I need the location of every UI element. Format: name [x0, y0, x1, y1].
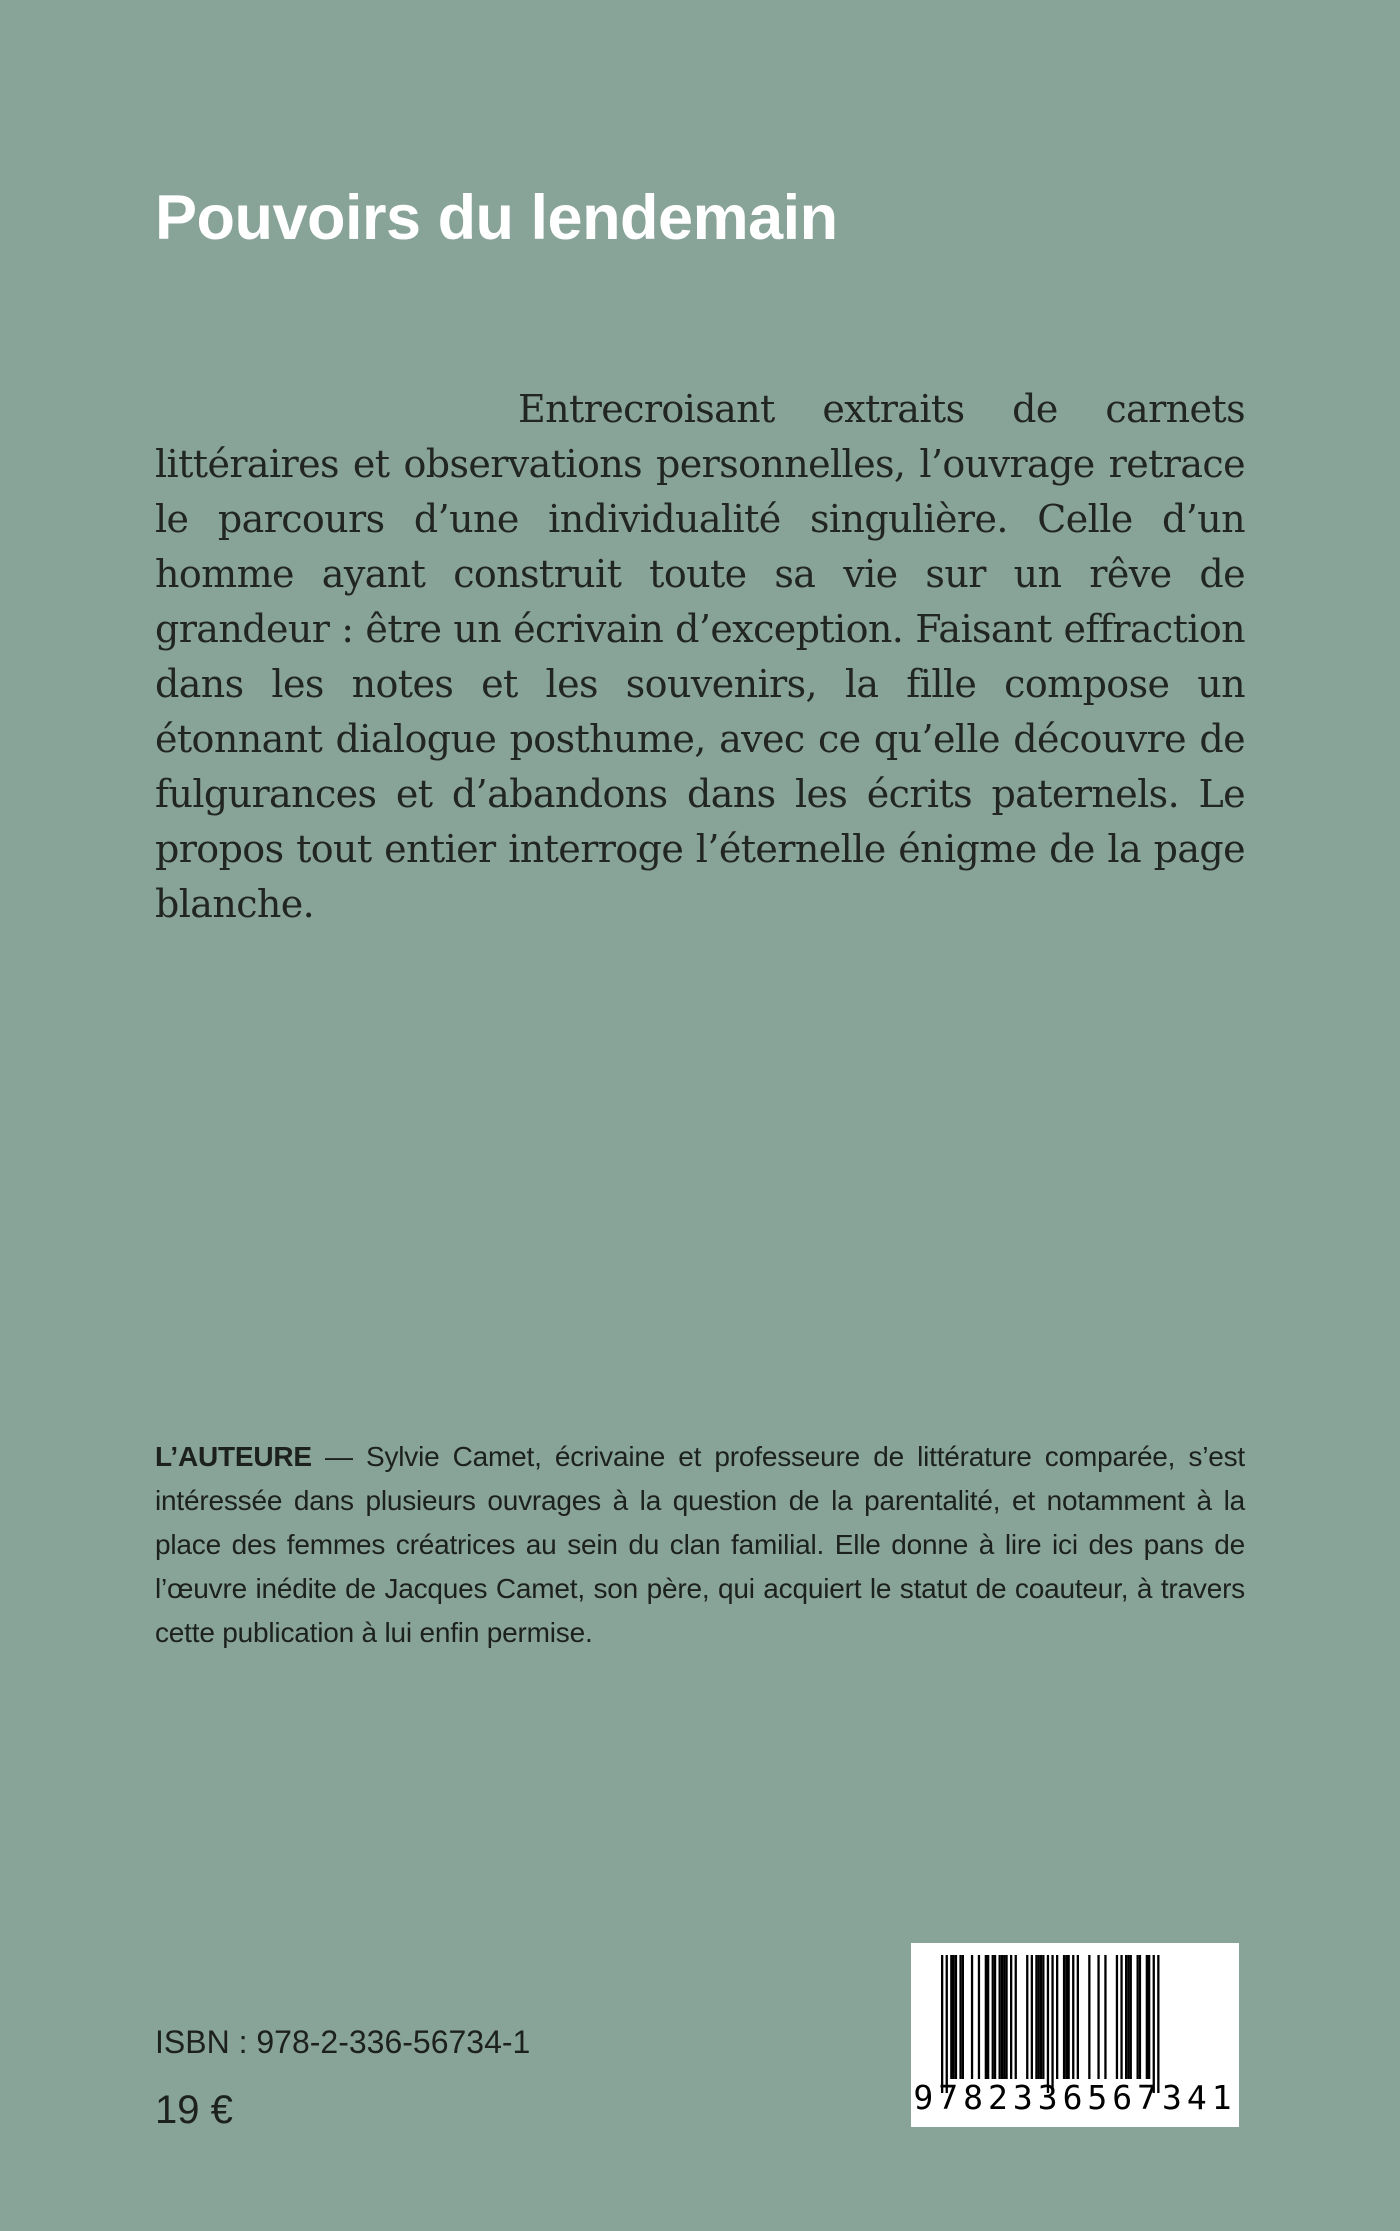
barcode: [911, 1943, 1239, 2127]
barcode-bar: [1010, 1955, 1012, 2079]
barcode-bar: [1065, 1955, 1067, 2079]
author-bio: Sylvie Camet, écrivaine et professeure de littérature comparée, s’est intéressée dans plusieurs ouvrages à la question de la parentalité, et notamment à la place des femmes créatrices au sein du clan familial. Elle donne à lire ici des pans de l’œuvre inédite de Jacques Camet, son père, qui acquiert le statut de coauteur, à travers cette publication à lui enfin permise.: [155, 1441, 1245, 1648]
barcode-bar: [1051, 1955, 1053, 2093]
barcode-bar: [1063, 1955, 1065, 2079]
barcode-bar: [950, 1955, 952, 2079]
barcode-bar: [959, 1955, 961, 2079]
price-text: 19 €: [155, 2088, 233, 2132]
barcode-bar: [1026, 1955, 1028, 2079]
barcode-bar: [955, 1955, 957, 2079]
barcode-bar: [994, 1955, 996, 2079]
barcode-bar: [1001, 1955, 1003, 2079]
barcode-bar: [987, 1955, 989, 2079]
barcode-bar: [1116, 1955, 1118, 2079]
barcode-bar: [999, 1955, 1001, 2079]
barcode-bar: [1031, 1955, 1033, 2079]
barcode-bar: [946, 1955, 948, 2093]
barcode-bar: [1153, 1955, 1155, 2093]
isbn-text: ISBN : 978-2-336-56734-1: [155, 2024, 531, 2060]
barcode-bar: [1003, 1955, 1005, 2079]
barcode-bar: [1148, 1955, 1150, 2079]
barcode-bar: [1040, 1955, 1042, 2079]
barcode-bar: [1038, 1955, 1040, 2079]
barcode-bar: [953, 1955, 955, 2079]
barcode-bar: [978, 1955, 980, 2079]
barcode-bar: [1125, 1955, 1127, 2079]
barcode-bar: [992, 1955, 994, 2079]
barcode-bar: [1035, 1955, 1037, 2079]
barcode-bar: [1042, 1955, 1044, 2079]
barcode-bar: [1047, 1955, 1049, 2093]
barcode-digits: 9782336567341: [913, 2078, 1237, 2117]
barcode-bar: [1072, 1955, 1074, 2079]
author-dash: —: [311, 1441, 367, 1472]
barcode-bar: [962, 1955, 964, 2079]
author-label: L’AUTEURE: [155, 1441, 312, 1472]
barcode-bar: [1127, 1955, 1129, 2079]
barcode-bar: [1068, 1955, 1070, 2079]
barcode-bar: [1077, 1955, 1079, 2079]
barcode-bar: [941, 1955, 943, 2093]
barcode-bar: [1137, 1955, 1139, 2079]
author-note: [155, 1435, 1245, 1655]
barcode-bar: [1104, 1955, 1106, 2079]
barcode-bar: [1056, 1955, 1058, 2079]
barcode-bar: [1139, 1955, 1141, 2079]
barcode-bar: [971, 1955, 973, 2079]
barcode-bar: [1088, 1955, 1090, 2079]
back-cover-blurb: Entrecroisant extraits de carnets littéraires et observations personnelles, l’ouvrage retrace le parcours d’une individualité singulière. Celle d’un homme ayant construit toute sa vie sur un rêve de grandeur : être un écrivain d’exception. Faisant effraction dans les notes et les souvenirs, la fille compose un étonnant dialogue posthume, avec ce qu’elle découvre de fulgurances et d’abandons dans les écrits paternels. Le propos tout entier interroge l’éternelle énigme de la page blanche.: [155, 387, 1245, 926]
barcode-bar: [985, 1955, 987, 2079]
barcode-bar: [1130, 1955, 1132, 2079]
barcode-bar: [1097, 1955, 1099, 2079]
barcode-bar: [1015, 1955, 1017, 2079]
barcode-bar: [1146, 1955, 1148, 2079]
barcode-bar: [1157, 1955, 1159, 2093]
barcode-bar: [1005, 1955, 1007, 2079]
barcode-bar: [1120, 1955, 1122, 2079]
book-title: Pouvoirs du lendemain: [155, 183, 838, 253]
